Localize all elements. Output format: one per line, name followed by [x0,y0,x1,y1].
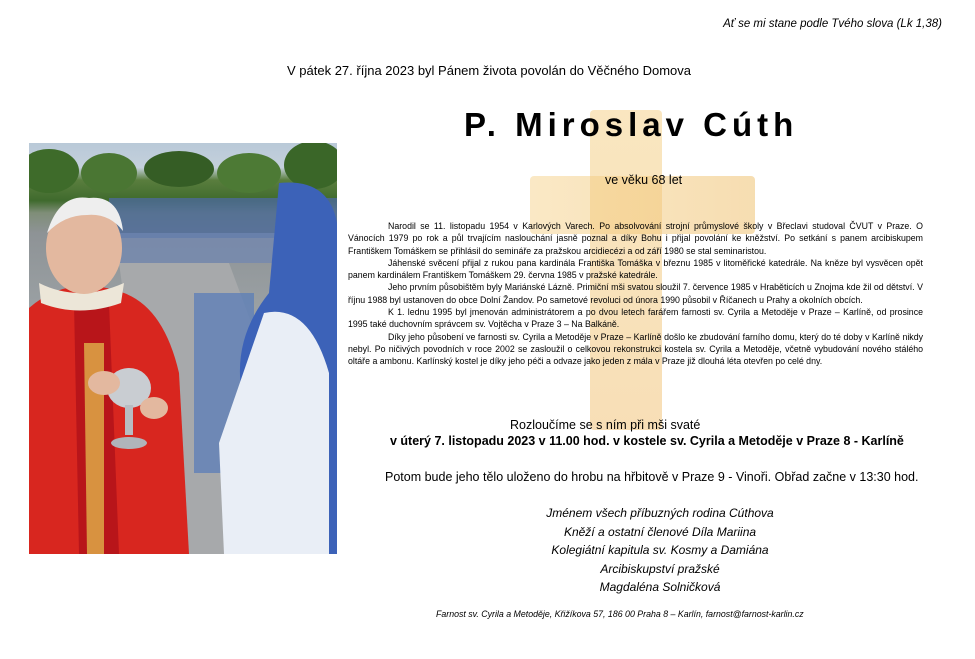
bio-paragraph: Díky jeho působení ve farnosti sv. Cyrila a Metoděje v Praze – Karlíně došlo ke zbudování farního domu, který do té doby v Karlíně nikdy nebyl. Po ničivých povodních v roce 2002 se zasloužil o celkovou rekonstrukci kostela sv. Cyrila a Metoděje, včetně vybudování nového stálého oltáře a ambonu. Karlínský kostel je díky jeho péči a odvaze jako jeden z mála v Praze již dlouhá léta otevřen po celé dny. [348,331,923,367]
portrait-photo [29,143,337,554]
signatory: Arcibiskupství pražské [600,561,720,576]
signatory: Kněží a ostatní členové Díla Mariina [563,524,757,539]
bio-paragraph: K 1. lednu 1995 byl jmenován administrátorem a po dvou letech farářem farnosti sv. Cyrila a Metoděje v Praze – Karlíně, od prosince 1995 také duchovním správcem sv. Vojtěcha v Praze 3 – Na Balkáně. [348,307,923,330]
parish-contact-footer: Farnost sv. Cyrila a Metoděje, Křižíkova 57, 186 00 Praha 8 – Karlín, farnost@farnost-karlin.cz [436,609,804,619]
burial-details: Potom bude jeho tělo uloženo do hrobu na hřbitově v Praze 9 - Vinoři. Obřad začne v 13:30 hod. [385,470,919,484]
signatory: Magdaléna Solničková [599,580,721,594]
portrait-illustration [29,143,337,554]
motto-quote: Ať se mi stane podle Tvého slova (Lk 1,38) [723,18,942,30]
deceased-name: P. Miroslav Cúth [464,106,799,143]
bio-paragraph: Jáhenské svěcení přijal z rukou pana kardinála Františka Tomáška v březnu 1985 v litoměřické katedrále. Na kněze byl vysvěcen opět panem kardinálem Františkem Tomáškem 29. června 1985 v pražské katedrále. [348,257,923,281]
age-line: ve věku 68 let [605,173,683,187]
farewell-intro: Rozloučíme se s ním při mši svaté [510,418,701,432]
bio-paragraph: Jeho prvním působištěm byly Mariánské Lázně. Primiční mši svatou sloužil 7. července 1985 v Hraběticích u Znojma kde žil od dětství. V říjnu 1988 byl ustanoven do obce Dolní Žandov. Po sametové revoluci od února 1990 působil v Říčanech u Prahy a okolních obcích. [348,282,923,305]
signatory: Jménem všech příbuzných rodina Cúthova [546,506,774,520]
funeral-mass-details: v úterý 7. listopadu 2023 v 11.00 hod. v kostele sv. Cyrila a Metoděje v Praze 8 - Karlíně [390,434,904,448]
biography [348,220,923,368]
death-announcement: V pátek 27. října 2023 byl Pánem života povolán do Věčného Domova [287,63,691,78]
signatories [520,504,800,597]
bio-paragraph: Narodil se 11. listopadu 1954 v Karlových Varech. Po absolvování strojní průmyslové školy v Břeclavi studoval ČVUT v Praze. O Vánocích 1979 po rok a půl trvajícím naslouchání jasně poznal a díky Bohu i přijal povolání ke kněžství. Po setkání s panem arcibiskupem Františkem Tomáškem se přihlásil do semináře za pražskou arcidiecézi a od září 1980 se stal seminaristou. [348,221,923,256]
signatory: Kolegiátní kapitula sv. Kosmy a Damiána [551,543,769,557]
